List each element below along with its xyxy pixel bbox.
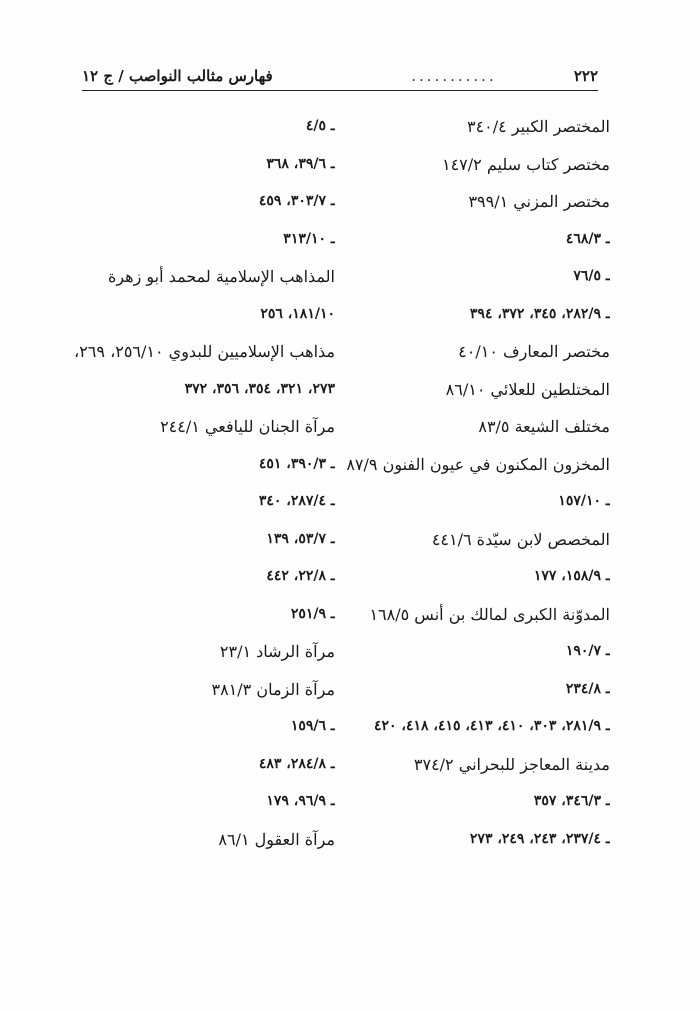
- index-entry: ـ ٢٣٤/٨: [565, 680, 610, 697]
- page-header: [82, 64, 598, 88]
- index-entry: مدينة المعاجز للبحراني ٣٧٤/٢: [413, 754, 610, 774]
- index-entry: المختلطين للعلائي ٨٦/١٠: [445, 379, 610, 399]
- index-entry: ـ ٢٨٧/٤، ٣٤٠: [258, 493, 335, 509]
- index-entry: مختصر المعارف ٤٠/١٠: [458, 342, 610, 361]
- index-entry: ـ ٢٥١/٩: [290, 605, 335, 622]
- index-entry: مرآة العقول ٨٦/١: [218, 829, 335, 849]
- index-entry: المختصر الكبير ٣٤٠/٤: [466, 117, 610, 136]
- index-entry: مرآة الجنان لليافعي ٢٤٤/١: [160, 417, 335, 436]
- index-entry: ـ ٩٦/٩، ١٧٩: [266, 793, 335, 809]
- index-entry: مختصر المزني ٣٩٩/١: [468, 192, 610, 211]
- index-entry: ـ ٣٠٣/٧، ٤٥٩: [258, 193, 335, 209]
- index-columns: [70, 108, 610, 888]
- running-title: فهارس مثالب النواصب / ج ١٢: [82, 67, 273, 85]
- page-number: ٢٢٢: [573, 67, 598, 85]
- index-entry: ـ ٣٤٦/٣، ٣٥٧: [533, 793, 610, 809]
- index-entry: المخصص لابن سيّدة ٤٤١/٦: [431, 529, 610, 549]
- index-column-left: [65, 108, 335, 858]
- index-entry: ـ ٤/٥: [305, 118, 335, 134]
- index-entry: ـ ١٥٩/٦: [290, 718, 335, 734]
- index-entry: ـ ٢٨٤/٨، ٤٨٣: [258, 755, 335, 772]
- index-entry: مذاهب الإسلاميين للبدوي ٢٥٦/١٠، ٢٦٩،: [74, 342, 335, 361]
- index-entry: ـ ٤٦٨/٣: [565, 230, 610, 247]
- index-entry: ـ ٢٣٧/٤، ٢٤٣، ٢٤٩، ٢٧٣: [469, 830, 610, 847]
- index-entry: المدوّنة الكبرى لمالك بن أنس ١٦٨/٥: [369, 604, 610, 624]
- index-entry: ـ ١٥٨/٩، ١٧٧: [533, 568, 610, 584]
- index-entry: ـ ٢٢/٨، ٤٤٢: [266, 568, 335, 584]
- header-leader-dots: ...........: [411, 67, 497, 85]
- index-entry: ٢٧٣، ٣٢١، ٣٥٤، ٣٥٦، ٣٧٢: [184, 380, 335, 397]
- index-entry: ـ ٣٩٠/٣، ٤٥١: [258, 455, 335, 472]
- index-entry: ـ ٧٦/٥: [573, 268, 610, 284]
- index-entry: ـ ٣٩/٦، ٣٦٨: [266, 155, 335, 172]
- index-entry: ـ ٥٣/٧، ١٣٩: [266, 530, 335, 547]
- index-entry: مرآة الرشاد ٢٣/١: [219, 642, 335, 661]
- index-entry: ـ ٢٨١/٩، ٣٠٣، ٤١٠، ٤١٣، ٤١٥، ٤١٨، ٤٢٠: [374, 718, 610, 734]
- index-entry: ـ ١٩٠/٧: [565, 643, 610, 659]
- index-entry: مختلف الشيعة ٨٣/٥: [478, 417, 610, 436]
- header-rule: [82, 90, 598, 91]
- index-entry: ـ ٢٨٢/٩، ٣٤٥، ٣٧٢، ٣٩٤: [469, 305, 610, 322]
- index-entry: ـ ١٥٧/١٠: [558, 493, 610, 509]
- index-entry: مختصر كتاب سليم ١٤٧/٢: [441, 154, 610, 174]
- index-entry: ـ ٣١٣/١٠: [283, 230, 335, 247]
- index-entry: ١٨١/١٠، ٢٥٦: [260, 305, 335, 322]
- index-entry: المخزون المكنون في عيون الفنون ٨٧/٩: [346, 454, 610, 474]
- index-column-right: [340, 108, 610, 858]
- index-entry: المذاهب الإسلامية لمحمد أبو زهرة: [107, 267, 335, 286]
- index-entry: مرآة الزمان ٣٨١/٣: [211, 679, 335, 699]
